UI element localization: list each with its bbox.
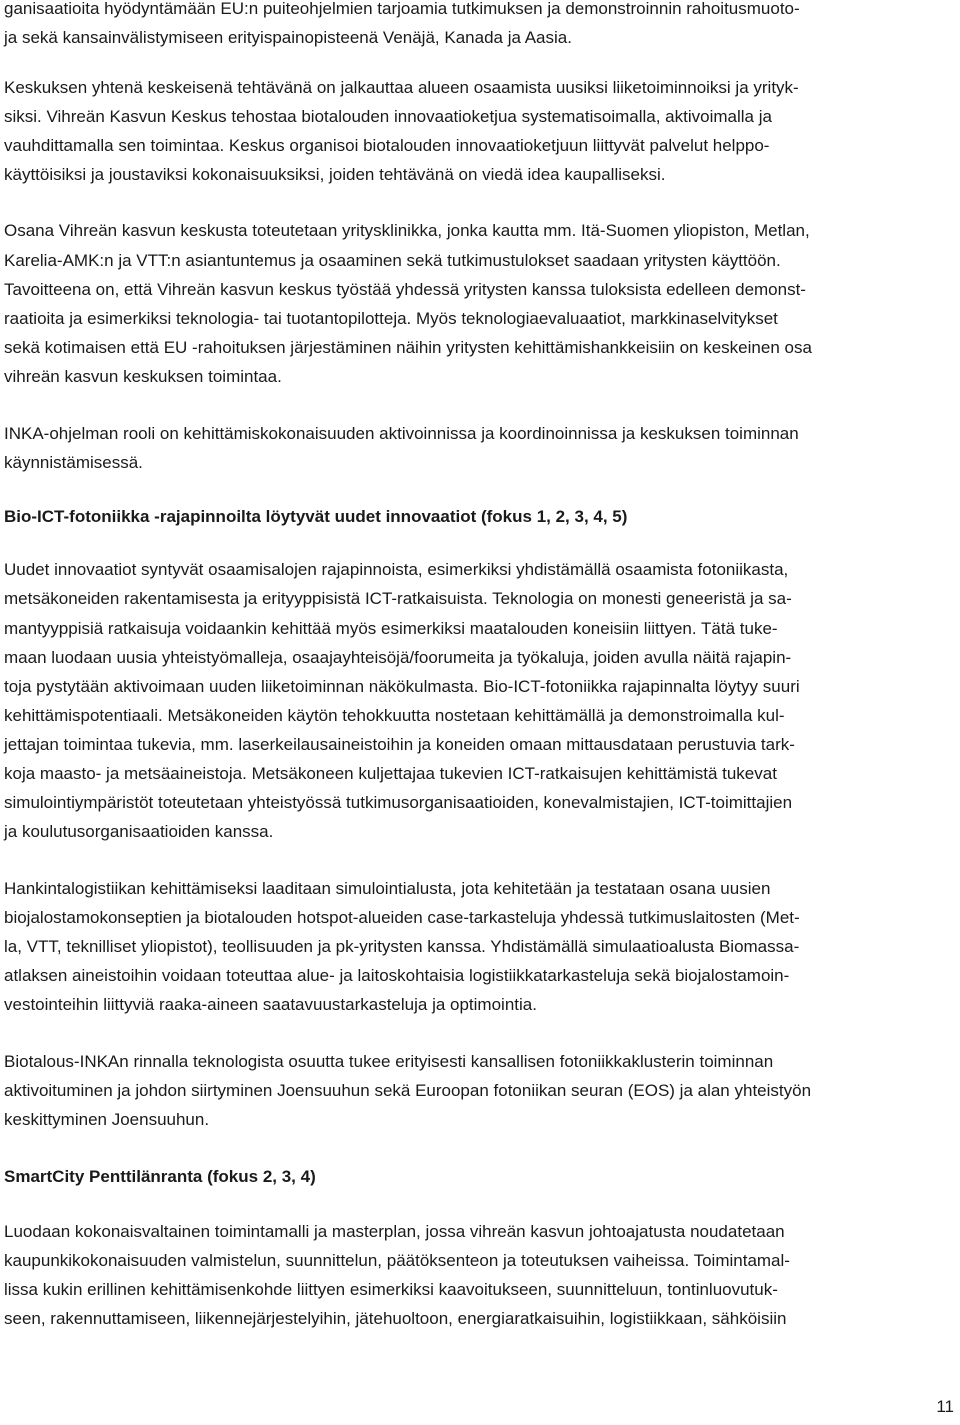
text-line: Osana Vihreän kasvun keskusta toteutetaan yritysklinikka, jonka kautta mm. Itä-Suomen yliopiston, Metlan,	[4, 221, 810, 240]
text-line: jettajan toimintaa tukevia, mm. laserkeilausaineistoihin ja koneiden omaan mittausdataan perustuvia tark-	[4, 735, 795, 754]
text-line: atlaksen aineistoihin voidaan toteuttaa alue- ja laitoskohtaisia logistiikkatarkasteluja sekä biojalostamoin-	[4, 966, 790, 985]
text-line: kehittämispotentiaali. Metsäkoneiden käytön tehokkuutta nostetaan kehittämällä ja demonstroimalla kul-	[4, 706, 785, 725]
text-line: Hankintalogistiikan kehittämiseksi laaditaan simulointialusta, jota kehitetään ja testataan osana uusien	[4, 879, 771, 898]
text-line: lissa kukin erillinen kehittämisenkohde liittyen esimerkiksi kaavoitukseen, suunnitteluun, tontinluovutuk-	[4, 1280, 778, 1299]
text-line: siksi. Vihreän Kasvun Keskus tehostaa biotalouden innovaatioketjua systematisoimalla, aktivoimalla ja	[4, 107, 772, 126]
text-line: käynnistämisessä.	[4, 453, 143, 472]
text-line: Keskuksen yhtenä keskeisenä tehtävänä on jalkauttaa alueen osaamista uusiksi liiketoiminnoiksi ja yrityk-	[4, 78, 799, 97]
text-line: sekä kotimaisen että EU -rahoituksen järjestäminen näihin yritysten kehittämishankkeisiin on keskeinen osa	[4, 338, 812, 357]
text-line: toja pystytään aktivoimaan uuden liiketoiminnan näkökulmasta. Bio-ICT-fotoniikka rajapinnalta löytyy suuri	[4, 677, 800, 696]
text-line: maan luodaan uusia yhteistyömalleja, osaajayhteisöjä/foorumeita ja työkaluja, joiden avulla näitä rajapin-	[4, 648, 792, 667]
text-line: Luodaan kokonaisvaltainen toimintamalli ja masterplan, jossa vihreän kasvun johtoajatusta noudatetaan	[4, 1222, 785, 1241]
text-line: ja sekä kansainvälistymiseen erityispainopisteenä Venäjä, Kanada ja Aasia.	[4, 28, 572, 47]
text-line: biojalostamokonseptien ja biotalouden hotspot-alueiden case-tarkasteluja yhdessä tutkimuslaitosten (Met-	[4, 908, 800, 927]
text-line: Uudet innovaatiot syntyvät osaamisalojen rajapinnoista, esimerkiksi yhdistämällä osaamista fotoniikasta,	[4, 560, 789, 579]
text-line: koja maasto- ja metsäaineistoja. Metsäkoneen kuljettajaa tukevien ICT-ratkaisujen kehittämistä tukevat	[4, 764, 777, 783]
text-line: aktivoituminen ja johdon siirtyminen Joensuuhun sekä Euroopan fotoniikan seuran (EOS) ja alan yhteistyön	[4, 1081, 812, 1100]
text-line: simulointiympäristöt toteutetaan yhteistyössä tutkimusorganisaatioiden, konevalmistajien, ICT-toimittajien	[4, 793, 793, 812]
text-line: SmartCity Penttilänranta (fokus 2, 3, 4)	[4, 1167, 316, 1186]
text-line: vestointeihin liittyviä raaka-aineen saatavuustarkasteluja ja optimointia.	[4, 995, 537, 1014]
text-line: käyttöisiksi ja joustaviksi kokonaisuuksiksi, joiden tehtävänä on viedä idea kaupalliseksi.	[4, 165, 666, 184]
text-line: Tavoitteena on, että Vihreän kasvun keskus työstää yhdessä yritysten kanssa tuloksista edelleen demonst-	[4, 280, 806, 299]
text-line: kaupunkikokonaisuuden valmistelun, suunnittelun, päätöksenteon ja toteutuksen vaiheissa. Toimintamal-	[4, 1251, 790, 1270]
text-line: vauhdittamalla sen toimintaa. Keskus organisoi biotalouden innovaatioketjuun liittyvät palvelut helppo-	[4, 136, 770, 155]
text-line: seen, rakennuttamiseen, liikennejärjestelyihin, jätehuoltoon, energiaratkaisuihin, logistiikkaan, sähköisiin	[4, 1309, 787, 1328]
text-line: metsäkoneiden rakentamisesta ja erityyppisistä ICT-ratkaisuista. Teknologia on monesti geneeristä ja sa-	[4, 589, 792, 608]
text-line: Bio-ICT-fotoniikka -rajapinnoilta löytyvät uudet innovaatiot (fokus 1, 2, 3, 4, 5)	[4, 507, 628, 526]
text-line: Karelia-AMK:n ja VTT:n asiantuntemus ja osaaminen sekä tutkimustulokset saadaan yritysten käyttöön.	[4, 251, 781, 270]
text-line: la, VTT, teknilliset yliopistot), teollisuuden ja pk-yritysten kanssa. Yhdistämällä simulaatioalusta Biomassa-	[4, 937, 800, 956]
text-line: raatioita ja esimerkiksi teknologia- tai tuotantopilotteja. Myös teknologiaevaluaatiot, markkinaselvitykset	[4, 309, 778, 328]
text-line: Biotalous-INKAn rinnalla teknologista osuutta tukee erityisesti kansallisen fotoniikkaklusterin toiminnan	[4, 1052, 774, 1071]
text-line: INKA-ohjelman rooli on kehittämiskokonaisuuden aktivoinnissa ja koordinoinnissa ja keskuksen toiminnan	[4, 424, 799, 443]
text-line: keskittyminen Joensuuhun.	[4, 1110, 210, 1129]
text-line: ja koulutusorganisaatioiden kanssa.	[4, 822, 274, 841]
page-number: 11	[936, 1397, 954, 1416]
text-line: ganisaatioita hyödyntämään EU:n puiteohjelmien tarjoamia tutkimuksen ja demonstroinnin rahoitusmuoto-	[4, 0, 800, 18]
text-line: mantyyppisiä ratkaisuja voidaankin kehittää myös esimerkiksi maatalouden koneisiin liittyen. Tätä tuke-	[4, 619, 778, 638]
text-line: vihreän kasvun keskuksen toimintaa.	[4, 367, 282, 386]
